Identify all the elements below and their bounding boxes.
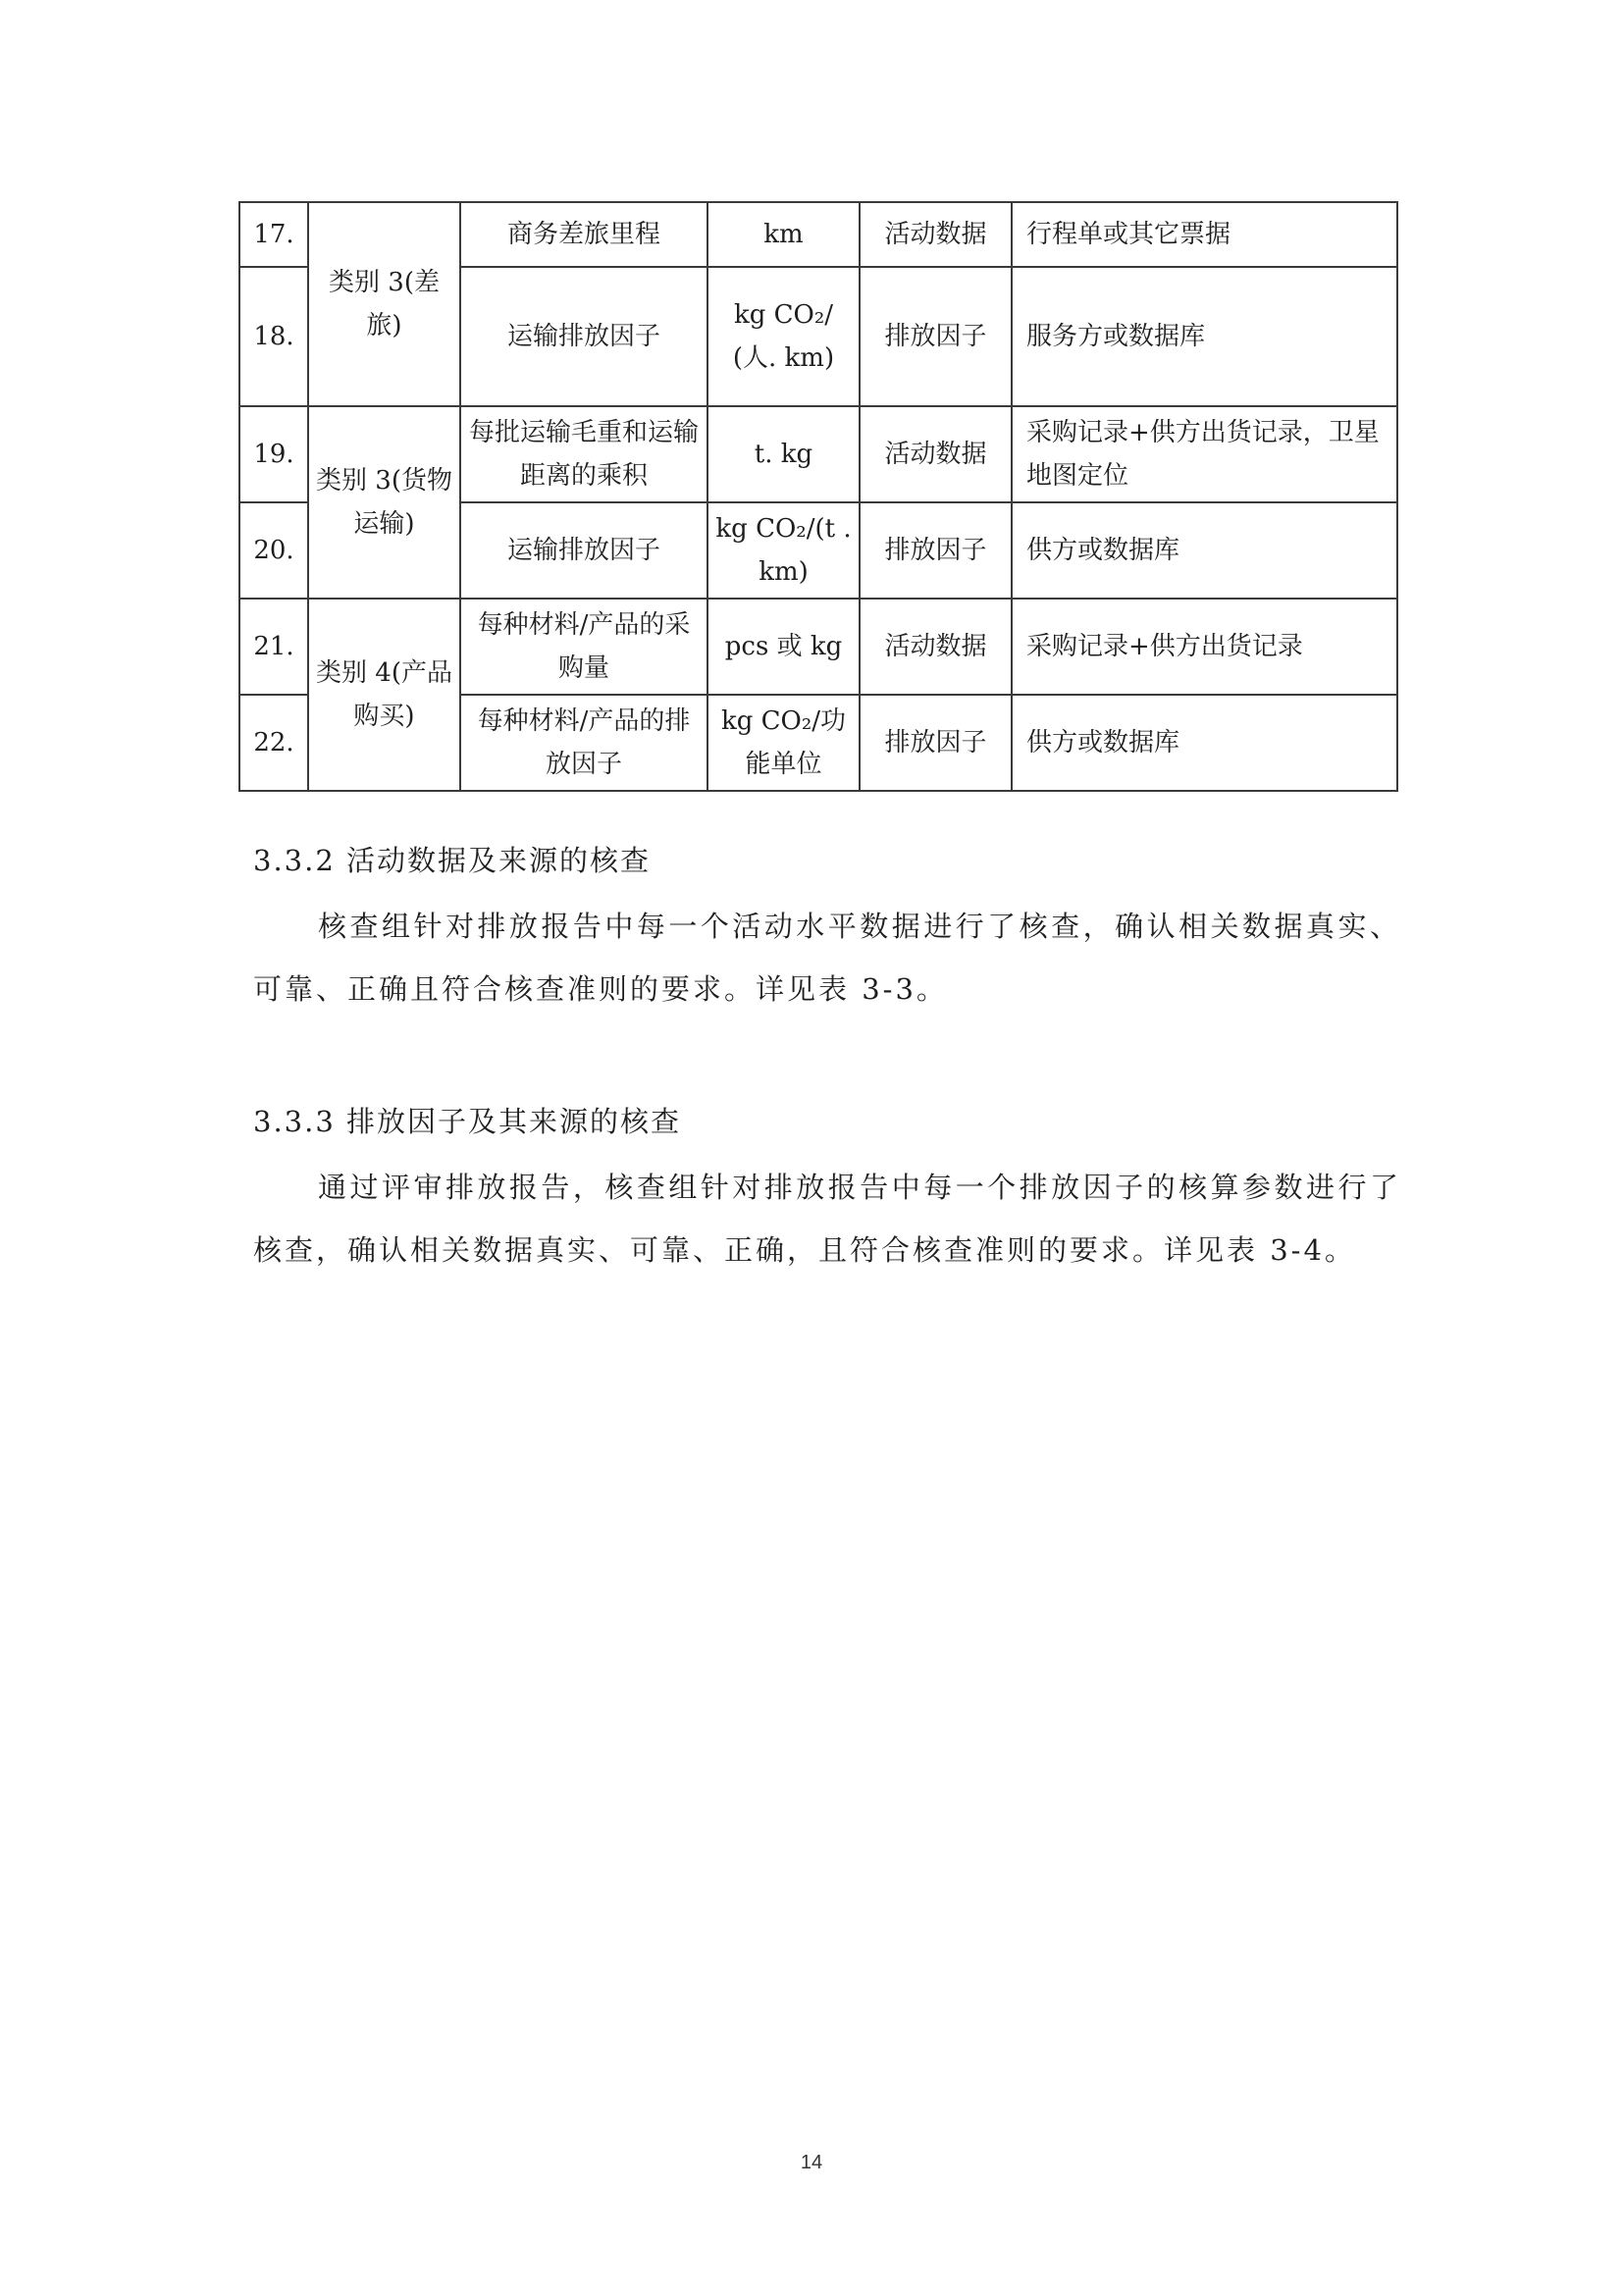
source-cell: 供方或数据库 bbox=[1012, 502, 1397, 599]
item-cell: 每种材料/产品的采购量 bbox=[460, 599, 707, 695]
source-cell: 采购记录+供方出货记录 bbox=[1012, 599, 1397, 695]
unit-cell: pcs 或 kg bbox=[707, 599, 860, 695]
section-heading-3-3-3: 3.3.3 排放因子及其来源的核查 bbox=[253, 1105, 682, 1138]
section-body-3-3-2: 核查组针对排放报告中每一个活动水平数据进行了核查，确认相关数据真实、可靠、正确且符合核查准则的要求。详见表 3-3。 bbox=[253, 910, 1401, 1006]
category-cell: 类别 3(货物运输) bbox=[308, 406, 460, 599]
category-cell: 类别 3(差旅) bbox=[308, 202, 460, 406]
section-heading-3-3-2: 3.3.2 活动数据及来源的核查 bbox=[253, 844, 652, 877]
type-cell: 活动数据 bbox=[860, 202, 1012, 267]
item-cell: 运输排放因子 bbox=[460, 502, 707, 599]
item-cell: 每批运输毛重和运输距离的乘积 bbox=[460, 406, 707, 502]
item-cell: 每种材料/产品的排放因子 bbox=[460, 695, 707, 791]
table-row bbox=[239, 406, 1397, 502]
source-cell: 供方或数据库 bbox=[1012, 695, 1397, 791]
row-number: 20. bbox=[239, 502, 308, 599]
table-row bbox=[239, 202, 1397, 267]
unit-cell: kg CO₂/(t . km) bbox=[707, 502, 860, 599]
unit-cell: kg CO₂/(人. km) bbox=[707, 267, 860, 406]
unit-cell: km bbox=[707, 202, 860, 267]
item-cell: 运输排放因子 bbox=[460, 267, 707, 406]
row-number: 19. bbox=[239, 406, 308, 502]
row-number: 17. bbox=[239, 202, 308, 267]
category-cell: 类别 4(产品购买) bbox=[308, 599, 460, 791]
row-number: 18. bbox=[239, 267, 308, 406]
row-number: 21. bbox=[239, 599, 308, 695]
item-cell: 商务差旅里程 bbox=[460, 202, 707, 267]
unit-cell: t. kg bbox=[707, 406, 860, 502]
table-row bbox=[239, 599, 1397, 695]
type-cell: 排放因子 bbox=[860, 267, 1012, 406]
page-number: 14 bbox=[800, 2152, 823, 2173]
source-cell: 服务方或数据库 bbox=[1012, 267, 1397, 406]
type-cell: 排放因子 bbox=[860, 502, 1012, 599]
unit-cell: kg CO₂/功能单位 bbox=[707, 695, 860, 791]
type-cell: 活动数据 bbox=[860, 406, 1012, 502]
row-number: 22. bbox=[239, 695, 308, 791]
section-body-3-3-3: 通过评审排放报告，核查组针对排放报告中每一个排放因子的核算参数进行了核查，确认相关数据真实、可靠、正确，且符合核查准则的要求。详见表 3-4。 bbox=[253, 1171, 1401, 1267]
source-cell: 行程单或其它票据 bbox=[1012, 202, 1397, 267]
emission-data-table bbox=[238, 201, 1398, 792]
type-cell: 排放因子 bbox=[860, 695, 1012, 791]
source-cell: 采购记录+供方出货记录，卫星地图定位 bbox=[1012, 406, 1397, 502]
type-cell: 活动数据 bbox=[860, 599, 1012, 695]
